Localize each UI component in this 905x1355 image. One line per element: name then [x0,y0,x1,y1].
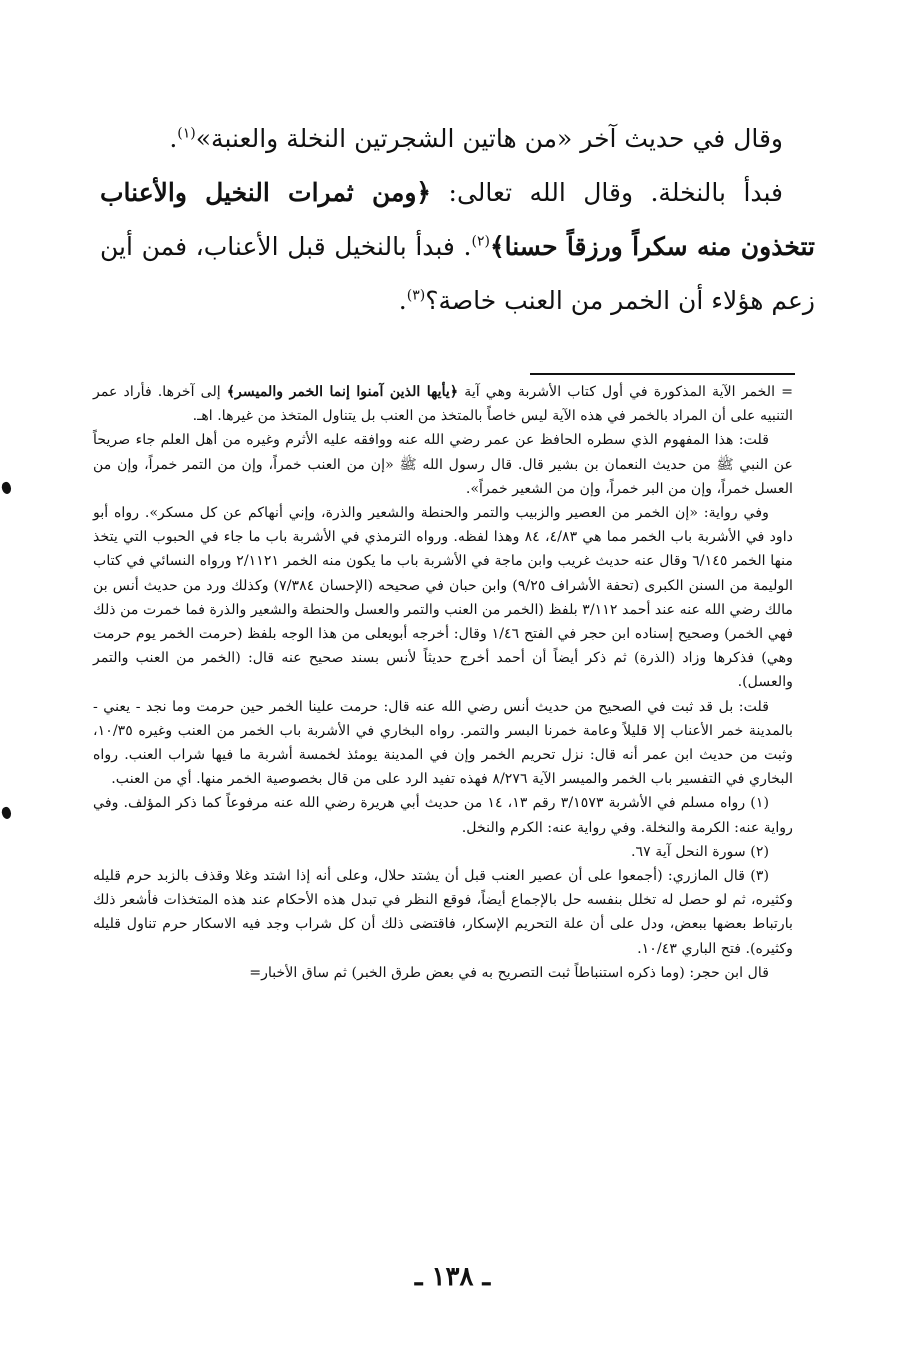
footnote-qult-1: قلت: هذا المفهوم الذي سطره الحافظ عن عمر رضي الله عنه ووافقه عليه الأثرم وغيره من أهل العلم جاء صريحاً عن النبي ﷺ من حديث النعمان بن بشير قال. قال رسول الله ﷺ «إن من العنب خمراً، وإن من التمر خمراً، وإن من العسل خمراً، وإن من البر خمراً، وإن من الشعير خمراً». [93,432,793,497]
main-paragraph-2 [100,166,815,328]
footnote-1: (١) رواه مسلم في الأشربة ٣/١٥٧٣ رقم ١٣، ١٤ من حديث أبي هريرة رضي الله عنه مرفوعاً كما ذكر المؤلف. وفي رواية عنه: الكرمة والنخلة. وفي رواية عنه: الكرم والنخل. [93,795,793,836]
quran-verse-maida: ﴿يأيها الذين آمنوا إنما الخمر والميسر﴾ [226,384,459,400]
main-line1-text: وقال في حديث آخر «من هاتين الشجرتين النخلة والعنبة» [195,124,783,153]
main-line1-end: . [169,124,178,153]
footnote-3-continuation: قال ابن حجر: (وما ذكره استنباطاً ثبت التصريح به في بعض طرق الخبر) ثم ساق الأخبار= [249,964,769,981]
footnote-ref-2: (٢) [471,233,490,250]
main-para2-start: فبدأ بالنخلة. وقال الله تعالى: [431,178,784,207]
ink-blot-mark [0,481,13,495]
footnote-qult-2: قلت: بل قد ثبت في الصحيح من حديث أنس رضي الله عنه قال: حرمت علينا الخمر حين حرمت وما نجد - يعني - بالمدينة خمر الأعناب إلا قليلاً وعامة خمرنا البسر والتمر. رواه البخاري في الأشربة باب الخمر من العنب وغيره ١٠/٣٥، وثبت من حديث ابن عمر أنه قال: نزل تحريم الخمر وإن في المدينة يومئذ لخمسة أشربة ما فيها شراب العنب. رواه البخاري في التفسير باب الخمر والميسر الآية ٨/٢٧٦ فهذه تفيد الرد على من قال بخصوصية الخمر منها. أي من العنب. [93,698,793,788]
main-text [100,112,815,328]
footnotes [93,380,793,985]
main-para2-mid: . فبدأ بالنخيل قبل الأعناب، فمن أين زعم هؤلاء أن الخمر من العنب خاصة؟ [100,232,815,315]
footnote-cont-text-1: = الخمر الآية المذكورة في أول كتاب الأشربة وهي آية [458,384,793,400]
footnote-cont-text-2: إلى آخرها. فأراد عمر التنبيه على أن المراد بالخمر في هذه الآية ليس خاصاً بالمتخذ من العنب بل يتناول المتخذ من غيرها. اهـ. [93,384,793,425]
footnote-continuation [93,380,793,428]
main-paragraph-1 [100,112,815,166]
quran-verse-nahl: ﴿ومن ثمرات النخيل والأعناب تتخذون منه سكراً ورزقاً حسنا﴾ [100,178,815,261]
footnote-ref-1: (١) [177,125,196,142]
page-number: ـ ١٣٨ ـ [414,1262,491,1292]
footnote-riwaya: وفي رواية: «إن الخمر من العصير والزبيب والتمر والحنطة والشعير والذرة، وإني أنهاكم عن كل مسكر». رواه أبو داود في الأشربة باب الخمر مما هي ٤/٨٣، ٨٤ وهذا لفظه. ورواه الترمذي في الأشربة باب ما جاء في الحبوب التي يتخذ منها الخمر ٦/١٤٥ وقال عنه حديث غريب وابن ماجة في الأشربة باب ما يكون منه الخمر ٢/١١٢١ ورواه النسائي في كتاب الوليمة من السنن الكبرى (تحفة الأشراف ٩/٢٥) وابن حبان في صحيحه (الإحسان ٧/٣٨٤) وكذلك ورد من حديث أنس بن مالك رضي الله عنه عند أحمد ٣/١١٢ بلفظ (الخمر من العنب والتمر والعسل والحنطة والشعير والذرة فما خمرت من ذلك فهي الخمر) وصحيح إسناده ابن حجر في الفتح ١/٤٦ وقال: أخرجه أبويعلى من هذا الوجه بلفظ (حرمت الخمر يوم حرمت وهي) فذكرها وزاد (الذرة) ثم ذكر أيضاً أن أحمد أخرج حديثاً لأنس بسند صحيح عنه قال: (الخمر من العنب والتمر والعسل). [93,505,793,691]
main-para2-end: . [398,286,407,315]
footnote-3: (٣) قال المازري: (أجمعوا على أن عصير العنب قبل أن يشتد حلال، وعلى أنه إذا اشتد وغلا وقذف بالزبد حرم قليله وكثيره، ثم لو حصل له تخلل بنفسه حل بالإجماع أيضاً، فوقع النظر في تبدل هذه الأحكام عند هذه المتخذات فأشعر ذلك بارتباط بعضها ببعض، ودل على أن علة التحريم الإسكار، فاقتضى ذلك أن كل شراب وجد فيه الاسكار حرم تناول قليله وكثيره). فتح الباري ١٠/٤٣. [93,868,793,957]
footnote-separator [530,373,795,375]
footnote-ref-3: (٣) [406,287,426,304]
footnote-2: (٢) سورة النحل آية ٦٧. [631,843,769,860]
ink-blot-mark [0,806,13,820]
